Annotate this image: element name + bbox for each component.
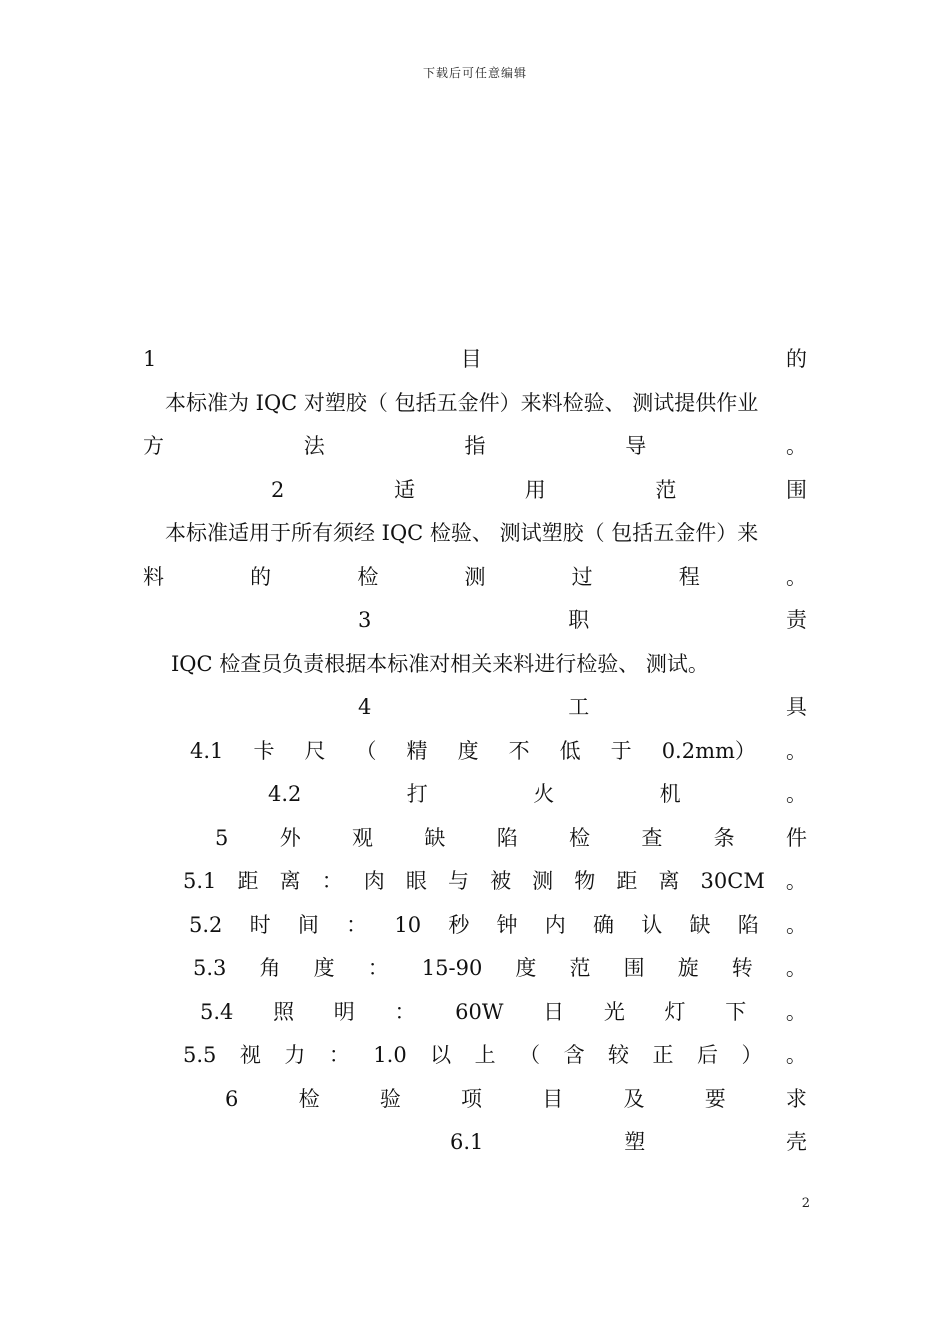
text-segment: 力 bbox=[284, 1043, 306, 1067]
text-segment: ： bbox=[321, 869, 343, 893]
text-segment: 眼 bbox=[405, 869, 427, 893]
text-segment: 确 bbox=[593, 912, 615, 937]
text-segment: 塑 bbox=[624, 1130, 646, 1154]
text-segment: ： bbox=[328, 1043, 350, 1067]
text-segment: 工 bbox=[568, 695, 590, 719]
document-body bbox=[143, 338, 807, 1165]
text-segment: 距 bbox=[237, 869, 259, 893]
text-segment: 被 bbox=[490, 869, 512, 893]
text-segment: 肉 bbox=[363, 869, 385, 893]
text-segment: 验 bbox=[379, 1086, 401, 1111]
text-segment: 物 bbox=[574, 869, 596, 893]
text-segment: 离 bbox=[279, 869, 301, 893]
text-segment: 导 bbox=[625, 434, 647, 458]
text-segment: 缺 bbox=[424, 825, 446, 850]
text-segment: 围 bbox=[623, 956, 645, 980]
text-segment: 度 bbox=[313, 956, 335, 980]
text-line bbox=[143, 817, 807, 861]
text-segment: 明 bbox=[333, 999, 355, 1024]
text-segment: 料 bbox=[143, 564, 164, 589]
text-segment: 以 bbox=[430, 1043, 452, 1067]
text-segment: 要 bbox=[704, 1086, 726, 1111]
text-segment: 。 bbox=[785, 1043, 807, 1067]
text-segment: 视 bbox=[239, 1043, 261, 1067]
text-segment: 。 bbox=[785, 564, 807, 589]
text-segment: 陷 bbox=[496, 825, 518, 850]
text-segment: 距 bbox=[616, 869, 638, 893]
text-line bbox=[143, 1078, 807, 1122]
text-segment: 灯 bbox=[664, 999, 686, 1024]
text-line bbox=[143, 599, 807, 643]
text-segment: ： bbox=[367, 956, 389, 980]
text-segment: 目 bbox=[542, 1086, 564, 1111]
text-segment: 。 bbox=[785, 956, 807, 980]
text-line bbox=[143, 773, 807, 817]
text-line bbox=[143, 556, 807, 600]
text-segment: 4.1 bbox=[190, 738, 224, 763]
text-segment: 查 bbox=[641, 825, 663, 850]
text-segment: 壳 bbox=[786, 1130, 807, 1154]
text-segment: 过 bbox=[571, 564, 593, 589]
text-segment: 5.5 bbox=[183, 1043, 217, 1067]
text-segment: 程 bbox=[678, 564, 700, 589]
text-segment: 不 bbox=[508, 738, 530, 763]
text-segment: 目 bbox=[460, 347, 482, 371]
text-segment: 6.1 bbox=[450, 1130, 484, 1154]
text-segment: 15-90 bbox=[421, 956, 483, 980]
text-segment: 内 bbox=[544, 912, 566, 937]
text-segment: 围 bbox=[786, 477, 807, 502]
text-segment: 尺 bbox=[304, 738, 326, 763]
text-segment: IQC 检查员负责根据本标准对相关来料进行检验、 测试。 bbox=[171, 651, 709, 676]
text-segment: 指 bbox=[464, 434, 486, 458]
text-line bbox=[143, 382, 807, 426]
text-segment: 1.0 bbox=[373, 1043, 407, 1067]
text-segment: 角 bbox=[259, 956, 281, 980]
text-segment: 光 bbox=[603, 999, 625, 1024]
text-segment: 陷 bbox=[737, 912, 759, 937]
text-segment: 4.2 bbox=[268, 782, 302, 806]
text-segment: 5 bbox=[215, 825, 229, 850]
text-segment: 测 bbox=[532, 869, 554, 893]
text-segment: （ bbox=[355, 738, 377, 763]
text-segment: 转 bbox=[731, 956, 753, 980]
text-segment: 于 bbox=[610, 738, 632, 763]
text-segment: 检 bbox=[298, 1086, 320, 1111]
text-segment: 适 bbox=[394, 477, 416, 502]
text-segment: 较 bbox=[608, 1043, 630, 1067]
text-line bbox=[143, 730, 807, 774]
text-segment: 下 bbox=[725, 999, 747, 1024]
text-segment: 求 bbox=[785, 1086, 807, 1111]
text-segment: 旋 bbox=[677, 956, 699, 980]
text-segment: 外 bbox=[279, 825, 301, 850]
text-segment: 用 bbox=[524, 477, 546, 502]
text-line bbox=[143, 991, 807, 1035]
text-segment: 照 bbox=[273, 999, 295, 1024]
text-line bbox=[143, 686, 807, 730]
text-segment: 的 bbox=[250, 564, 272, 589]
text-segment: 度 bbox=[515, 956, 537, 980]
text-segment: 含 bbox=[563, 1043, 585, 1067]
text-segment: 检 bbox=[569, 825, 591, 850]
text-segment: 正 bbox=[652, 1043, 674, 1067]
text-segment: 项 bbox=[461, 1086, 483, 1111]
text-segment: 。 bbox=[785, 869, 807, 893]
text-segment: 30CM bbox=[700, 869, 765, 893]
text-segment: 1 bbox=[143, 347, 157, 371]
page-number: 2 bbox=[801, 1196, 810, 1211]
text-segment: 范 bbox=[655, 477, 677, 502]
text-segment: 日 bbox=[543, 999, 565, 1024]
text-segment: 离 bbox=[658, 869, 680, 893]
text-segment: 具 bbox=[786, 695, 807, 719]
text-segment: 5.2 bbox=[189, 912, 223, 937]
text-segment: 及 bbox=[623, 1086, 645, 1111]
text-segment: 件 bbox=[786, 825, 807, 850]
text-segment: 范 bbox=[569, 956, 591, 980]
text-line bbox=[143, 643, 807, 687]
text-segment: 5.4 bbox=[200, 999, 234, 1024]
text-segment: 机 bbox=[659, 782, 681, 806]
text-line bbox=[143, 425, 807, 469]
text-segment: 秒 bbox=[448, 912, 470, 937]
text-segment: 时 bbox=[249, 912, 271, 937]
text-segment: 检 bbox=[357, 564, 379, 589]
text-line bbox=[143, 860, 807, 904]
text-segment: 观 bbox=[352, 825, 374, 850]
text-segment: 火 bbox=[533, 782, 555, 806]
text-segment: 上 bbox=[474, 1043, 496, 1067]
text-segment: 。 bbox=[785, 738, 807, 763]
text-segment: 后 bbox=[696, 1043, 718, 1067]
text-segment: 精 bbox=[406, 738, 428, 763]
text-segment: 缺 bbox=[689, 912, 711, 937]
text-segment: 。 bbox=[785, 782, 807, 806]
text-segment: ） bbox=[741, 1043, 763, 1067]
text-segment: 认 bbox=[641, 912, 663, 937]
text-segment: 。 bbox=[786, 434, 807, 458]
text-line bbox=[143, 512, 807, 556]
text-segment: 5.3 bbox=[193, 956, 227, 980]
text-segment: 本标准为 IQC 对塑胶（ 包括五金件）来料检验、 测试提供作业 bbox=[165, 390, 759, 415]
text-line bbox=[143, 338, 807, 382]
text-segment: 职 bbox=[568, 608, 590, 632]
text-line bbox=[143, 1034, 807, 1078]
text-segment: ： bbox=[346, 912, 368, 937]
text-segment: 间 bbox=[297, 912, 319, 937]
text-segment: 度 bbox=[457, 738, 479, 763]
text-segment: 低 bbox=[559, 738, 581, 763]
text-segment: 4 bbox=[358, 695, 372, 719]
text-segment: 10 bbox=[394, 912, 422, 937]
text-segment: 3 bbox=[358, 608, 372, 632]
text-segment: 方 bbox=[143, 434, 164, 458]
text-segment: 。 bbox=[785, 999, 807, 1024]
text-line bbox=[143, 904, 807, 948]
text-segment: 钟 bbox=[496, 912, 518, 937]
text-segment: 测 bbox=[464, 564, 486, 589]
text-segment: 60W bbox=[455, 999, 504, 1024]
text-line bbox=[143, 469, 807, 513]
text-line bbox=[143, 1121, 807, 1165]
text-segment: （ bbox=[519, 1043, 541, 1067]
page-header: 下载后可任意编辑 bbox=[422, 66, 527, 80]
text-segment: 打 bbox=[406, 782, 428, 806]
text-segment: 0.2mm） bbox=[661, 738, 756, 763]
text-segment: 2 bbox=[271, 477, 285, 502]
text-segment: ： bbox=[394, 999, 416, 1024]
text-segment: 的 bbox=[786, 347, 807, 371]
text-segment: 6 bbox=[225, 1086, 239, 1111]
text-segment: 责 bbox=[786, 608, 807, 632]
text-segment: 与 bbox=[447, 869, 469, 893]
text-segment: 条 bbox=[713, 825, 735, 850]
text-segment: 。 bbox=[785, 912, 807, 937]
text-segment: 5.1 bbox=[183, 869, 217, 893]
text-segment: 本标准适用于所有须经 IQC 检验、 测试塑胶（ 包括五金件）来 bbox=[165, 521, 759, 545]
text-segment: 法 bbox=[303, 434, 325, 458]
text-segment: 卡 bbox=[253, 738, 275, 763]
text-line bbox=[143, 947, 807, 991]
